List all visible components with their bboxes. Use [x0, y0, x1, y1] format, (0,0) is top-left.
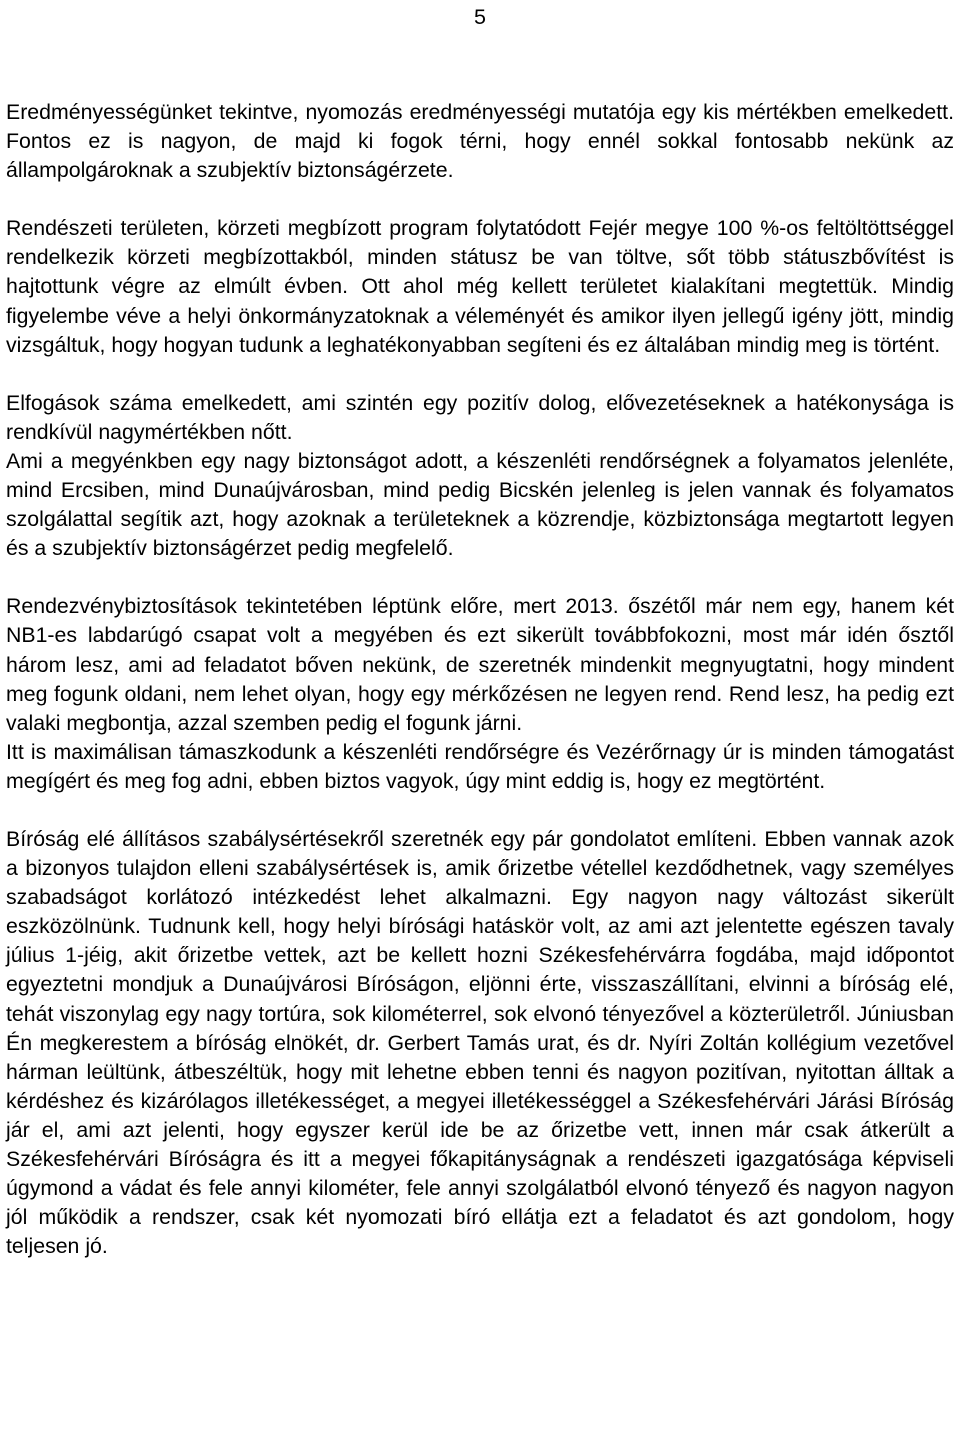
paragraph-investigation: Eredményességünket tekintve, nyomozás eredményességi mutatója egy kis mértékben emelkedett. Fontos ez is nagyon, de majd ki fogok térni, hogy ennél sokkal fontosabb nekünk az állampolgároknak a szubjektív biztonságérzete.	[6, 100, 954, 183]
paragraph-court: Bíróság elé állításos szabálysértésekről szeretnék egy pár gondolatot említeni. Ebben vannak azok a bizonyos tulajdon elleni szabálysértések is, amik őrizetbe vétellel kezdődhetnek, vagy személyes szabadságot korlátozó intézkedést lehet alkalmazni. Egy nagyon nagy változást sikerült eszközölnünk. Tudnunk kell, hogy helyi bírósági hatáskör volt, az ami azt jelentette egészen tavaly július 1-jéig, akit őrizetbe vettek, azt be kellett hozni Székesfehérvárra fogdába, majd időpontot egyeztetni mondjuk a Dunaújvárosi Bíróságon, eljönni érte, visszaszállítani, elvinni a bíróság elé, tehát viszonylag egy nagy tortúra, sok kilométerrel, sok elvonó tényezővel a közterületről. Júniusban Én megkerestem a bíróság elnökét, dr. Gerbert Tamás urat, és dr. Nyíri Zoltán kollégium vezetővel hárman leültünk, átbeszéltük, hogy mit lehetne ebben tenni és nagyon pozitívan, nyitottan álltak a kérdéshez és kizárólagos illetékességet, a megyei illetékességgel a Székesfehérvári Járási Bíróság jár el, ami azt jelenti, hogy egyszer kerül ide be az őrizetbe vett, innen már csak átkerült a Székesfehérvári Bíróságra és itt a megyei főkapitányságnak a rendészeti igazgatósága képviseli úgymond a vádat és fele annyi kilométer, fele annyi szolgálatból elvonó tényező és nagyon nagyon jól működik a rendszer, csak két nyomozati bíró ellátja ezt a feladatot és azt gondolom, hogy teljesen jó.	[6, 826, 954, 1259]
document-body	[6, 98, 954, 1261]
paragraph-policing: Rendészeti területen, körzeti megbízott program folytatódott Fejér megye 100 %-os feltöltöttséggel rendelkezik körzeti megbízottakból, minden státusz be van töltve, sőt több státuszbővítést is hajtottunk végre az elmúlt évben. Ott ahol még kellett területet kialakítani megtettük. Mindig figyelembe véve a helyi önkormányzatoknak a véleményét és amikor ilyen jellegű igény jött, mindig vizsgáltuk, hogy hogyan tudunk a leghatékonyabban segíteni és ez általában mindig meg is történt.	[6, 216, 954, 357]
paragraph-arrests: Elfogások száma emelkedett, ami szintén egy pozitív dolog, elővezetéseknek a hatékonysága is rendkívül nagymértékben nőtt.	[6, 390, 954, 444]
page-number: 5	[474, 5, 486, 29]
paragraph-support: Itt is maximálisan támaszkodunk a készenléti rendőrségre és Vezérőrnagy úr is minden támogatást megígért és meg fog adni, ebben biztos vagyok, úgy mint eddig is, hogy ez megtörtént.	[6, 739, 954, 793]
paragraph-events: Rendezvénybiztosítások tekintetében léptünk előre, mert 2013. őszétől már nem egy, hanem két NB1-es labdarúgó csapat volt a megyében és ezt sikerült továbbfokozni, most már idén ősztől három lesz, ami ad feladatot bőven nekünk, de szeretnék mindenkit megnyugtatni, hogy mindent meg fogunk oldani, nem lehet olyan, hogy egy mérkőzésen ne legyen rend. Rend lesz, ha pedig ezt valaki megbontja, azzal szemben pedig el fogunk járni.	[6, 594, 954, 735]
paragraph-riot-police: Ami a megyénkben egy nagy biztonságot adott, a készenléti rendőrségnek a folyamatos jelenléte, mind Ercsiben, mind Dunaújvárosban, mind pedig Bicskén jelenleg is jelen vannak és folyamatos szolgálattal segítik azt, hogy azoknak a területeknek a közrendje, közbiztonsága megtartott legyen és a szubjektív biztonságérzet pedig megfelelő.	[6, 448, 954, 561]
